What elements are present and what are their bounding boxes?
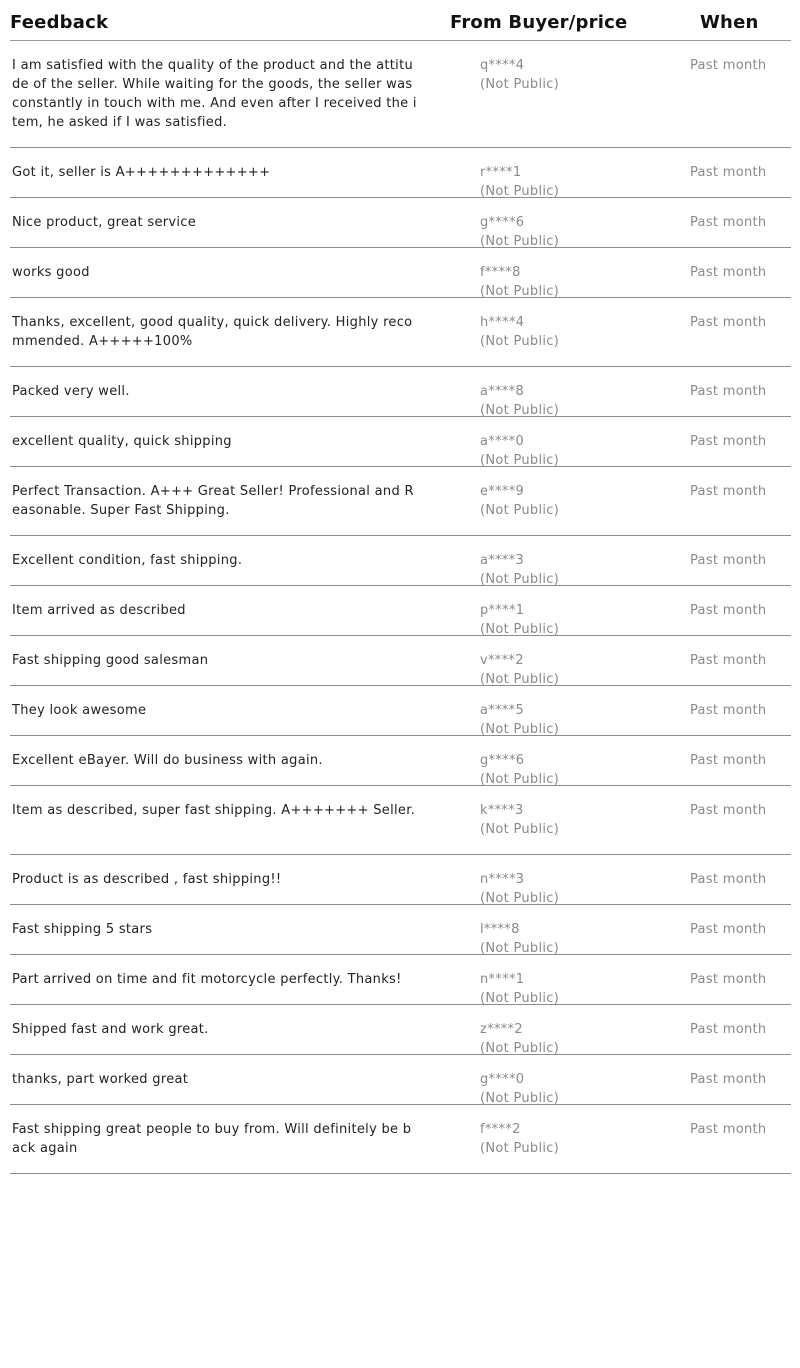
feedback-text: works good	[12, 265, 90, 280]
table-row	[10, 1055, 791, 1105]
feedback-text: Item arrived as described	[12, 603, 186, 618]
feedback-text: They look awesome	[12, 703, 147, 718]
feedback-text: I am satisfied with the quality of the product and the attitude of the seller. While waiting for the goods, the seller was constantly in touch with me. And even after I received the item, he asked if I was satisfied.	[12, 58, 422, 130]
buyer-name: h****4	[480, 315, 525, 330]
header-buyer-price: From Buyer/price	[450, 12, 628, 33]
buyer-cell	[480, 482, 559, 520]
table-row	[10, 148, 791, 198]
table-row	[10, 298, 791, 367]
buyer-name: f****2	[480, 1122, 521, 1137]
feedback-text: Shipped fast and work great.	[12, 1022, 209, 1037]
when-text: Past month	[690, 603, 767, 618]
buyer-name: l****8	[480, 922, 520, 937]
buyer-name: p****1	[480, 603, 525, 618]
table-row	[10, 636, 791, 686]
when-text: Past month	[690, 653, 767, 668]
buyer-cell	[480, 870, 559, 908]
buyer-name: a****5	[480, 703, 525, 718]
when-text: Past month	[690, 972, 767, 987]
buyer-price: (Not Public)	[480, 234, 560, 249]
table-row	[10, 955, 791, 1005]
buyer-price: (Not Public)	[480, 772, 560, 787]
feedback-rows	[10, 41, 791, 1174]
table-row	[10, 855, 791, 905]
buyer-cell	[480, 751, 559, 789]
buyer-name: a****8	[480, 384, 525, 399]
table-row	[10, 1005, 791, 1055]
when-text: Past month	[690, 803, 767, 818]
buyer-name: a****3	[480, 553, 525, 568]
feedback-text: Fast shipping great people to buy from. Will definitely be back again	[12, 1122, 412, 1156]
when-text: Past month	[690, 1022, 767, 1037]
buyer-price: (Not Public)	[480, 403, 560, 418]
buyer-name: v****2	[480, 653, 524, 668]
buyer-name: n****1	[480, 972, 525, 987]
buyer-price: (Not Public)	[480, 672, 560, 687]
buyer-cell	[480, 601, 559, 639]
when-text: Past month	[690, 703, 767, 718]
table-row	[10, 367, 791, 417]
table-row	[10, 1105, 791, 1174]
when-text: Past month	[690, 215, 767, 230]
buyer-price: (Not Public)	[480, 572, 560, 587]
feedback-text: Packed very well.	[12, 384, 130, 399]
buyer-cell	[480, 920, 559, 958]
buyer-cell	[480, 313, 559, 351]
when-text: Past month	[690, 165, 767, 180]
table-header	[10, 0, 791, 41]
feedback-text: Got it, seller is A+++++++++++++	[12, 165, 271, 180]
buyer-price: (Not Public)	[480, 284, 560, 299]
buyer-cell	[480, 801, 559, 839]
feedback-text: Excellent eBayer. Will do business with again.	[12, 753, 323, 768]
when-text: Past month	[690, 384, 767, 399]
when-text: Past month	[690, 553, 767, 568]
feedback-text: thanks, part worked great	[12, 1072, 189, 1087]
when-text: Past month	[690, 434, 767, 449]
table-row	[10, 586, 791, 636]
buyer-price: (Not Public)	[480, 1141, 560, 1156]
feedback-text: Fast shipping good salesman	[12, 653, 209, 668]
buyer-name: z****2	[480, 1022, 523, 1037]
table-row	[10, 786, 791, 855]
buyer-price: (Not Public)	[480, 991, 560, 1006]
buyer-cell	[480, 1020, 559, 1058]
header-when: When	[700, 12, 759, 33]
when-text: Past month	[690, 265, 767, 280]
feedback-text: Product is as described , fast shipping!!	[12, 872, 282, 887]
buyer-price: (Not Public)	[480, 941, 560, 956]
table-row	[10, 686, 791, 736]
buyer-price: (Not Public)	[480, 891, 560, 906]
buyer-price: (Not Public)	[480, 1091, 560, 1106]
buyer-cell	[480, 970, 559, 1008]
feedback-text: Thanks, excellent, good quality, quick delivery. Highly recommended. A+++++100%	[12, 315, 413, 349]
table-row	[10, 417, 791, 467]
buyer-price: (Not Public)	[480, 334, 560, 349]
header-feedback: Feedback	[10, 12, 109, 33]
table-row	[10, 41, 791, 148]
table-row	[10, 536, 791, 586]
buyer-name: e****9	[480, 484, 525, 499]
buyer-price: (Not Public)	[480, 503, 560, 518]
buyer-name: q****4	[480, 58, 525, 73]
buyer-cell	[480, 382, 559, 420]
table-row	[10, 248, 791, 298]
table-row	[10, 198, 791, 248]
when-text: Past month	[690, 1122, 767, 1137]
feedback-text: Excellent condition, fast shipping.	[12, 553, 243, 568]
buyer-name: f****8	[480, 265, 521, 280]
buyer-price: (Not Public)	[480, 1041, 560, 1056]
buyer-cell	[480, 1120, 559, 1158]
feedback-text: excellent quality, quick shipping	[12, 434, 232, 449]
buyer-name: g****6	[480, 753, 525, 768]
feedback-text: Nice product, great service	[12, 215, 197, 230]
buyer-name: g****6	[480, 215, 525, 230]
buyer-price: (Not Public)	[480, 722, 560, 737]
feedback-text: Part arrived on time and fit motorcycle perfectly. Thanks!	[12, 972, 402, 987]
buyer-cell	[480, 213, 559, 251]
when-text: Past month	[690, 872, 767, 887]
buyer-cell	[480, 432, 559, 470]
buyer-cell	[480, 701, 559, 739]
feedback-table	[10, 0, 791, 1174]
when-text: Past month	[690, 922, 767, 937]
when-text: Past month	[690, 1072, 767, 1087]
buyer-cell	[480, 56, 559, 94]
buyer-price: (Not Public)	[480, 822, 560, 837]
feedback-text: Fast shipping 5 stars	[12, 922, 153, 937]
buyer-price: (Not Public)	[480, 184, 560, 199]
buyer-cell	[480, 263, 559, 301]
buyer-name: g****0	[480, 1072, 525, 1087]
buyer-name: a****0	[480, 434, 525, 449]
buyer-cell	[480, 651, 559, 689]
buyer-name: n****3	[480, 872, 525, 887]
buyer-name: k****3	[480, 803, 524, 818]
buyer-cell	[480, 1070, 559, 1108]
buyer-cell	[480, 163, 559, 201]
feedback-text: Perfect Transaction. A+++ Great Seller! Professional and Reasonable. Super Fast Shipping.	[12, 484, 414, 518]
buyer-cell	[480, 551, 559, 589]
when-text: Past month	[690, 315, 767, 330]
when-text: Past month	[690, 484, 767, 499]
buyer-price: (Not Public)	[480, 453, 560, 468]
feedback-text: Item as described, super fast shipping. A+++++++ Seller.	[12, 803, 416, 818]
buyer-price: (Not Public)	[480, 622, 560, 637]
table-row	[10, 905, 791, 955]
when-text: Past month	[690, 58, 767, 73]
buyer-name: r****1	[480, 165, 522, 180]
when-text: Past month	[690, 753, 767, 768]
table-row	[10, 736, 791, 786]
buyer-price: (Not Public)	[480, 77, 560, 92]
table-row	[10, 467, 791, 536]
